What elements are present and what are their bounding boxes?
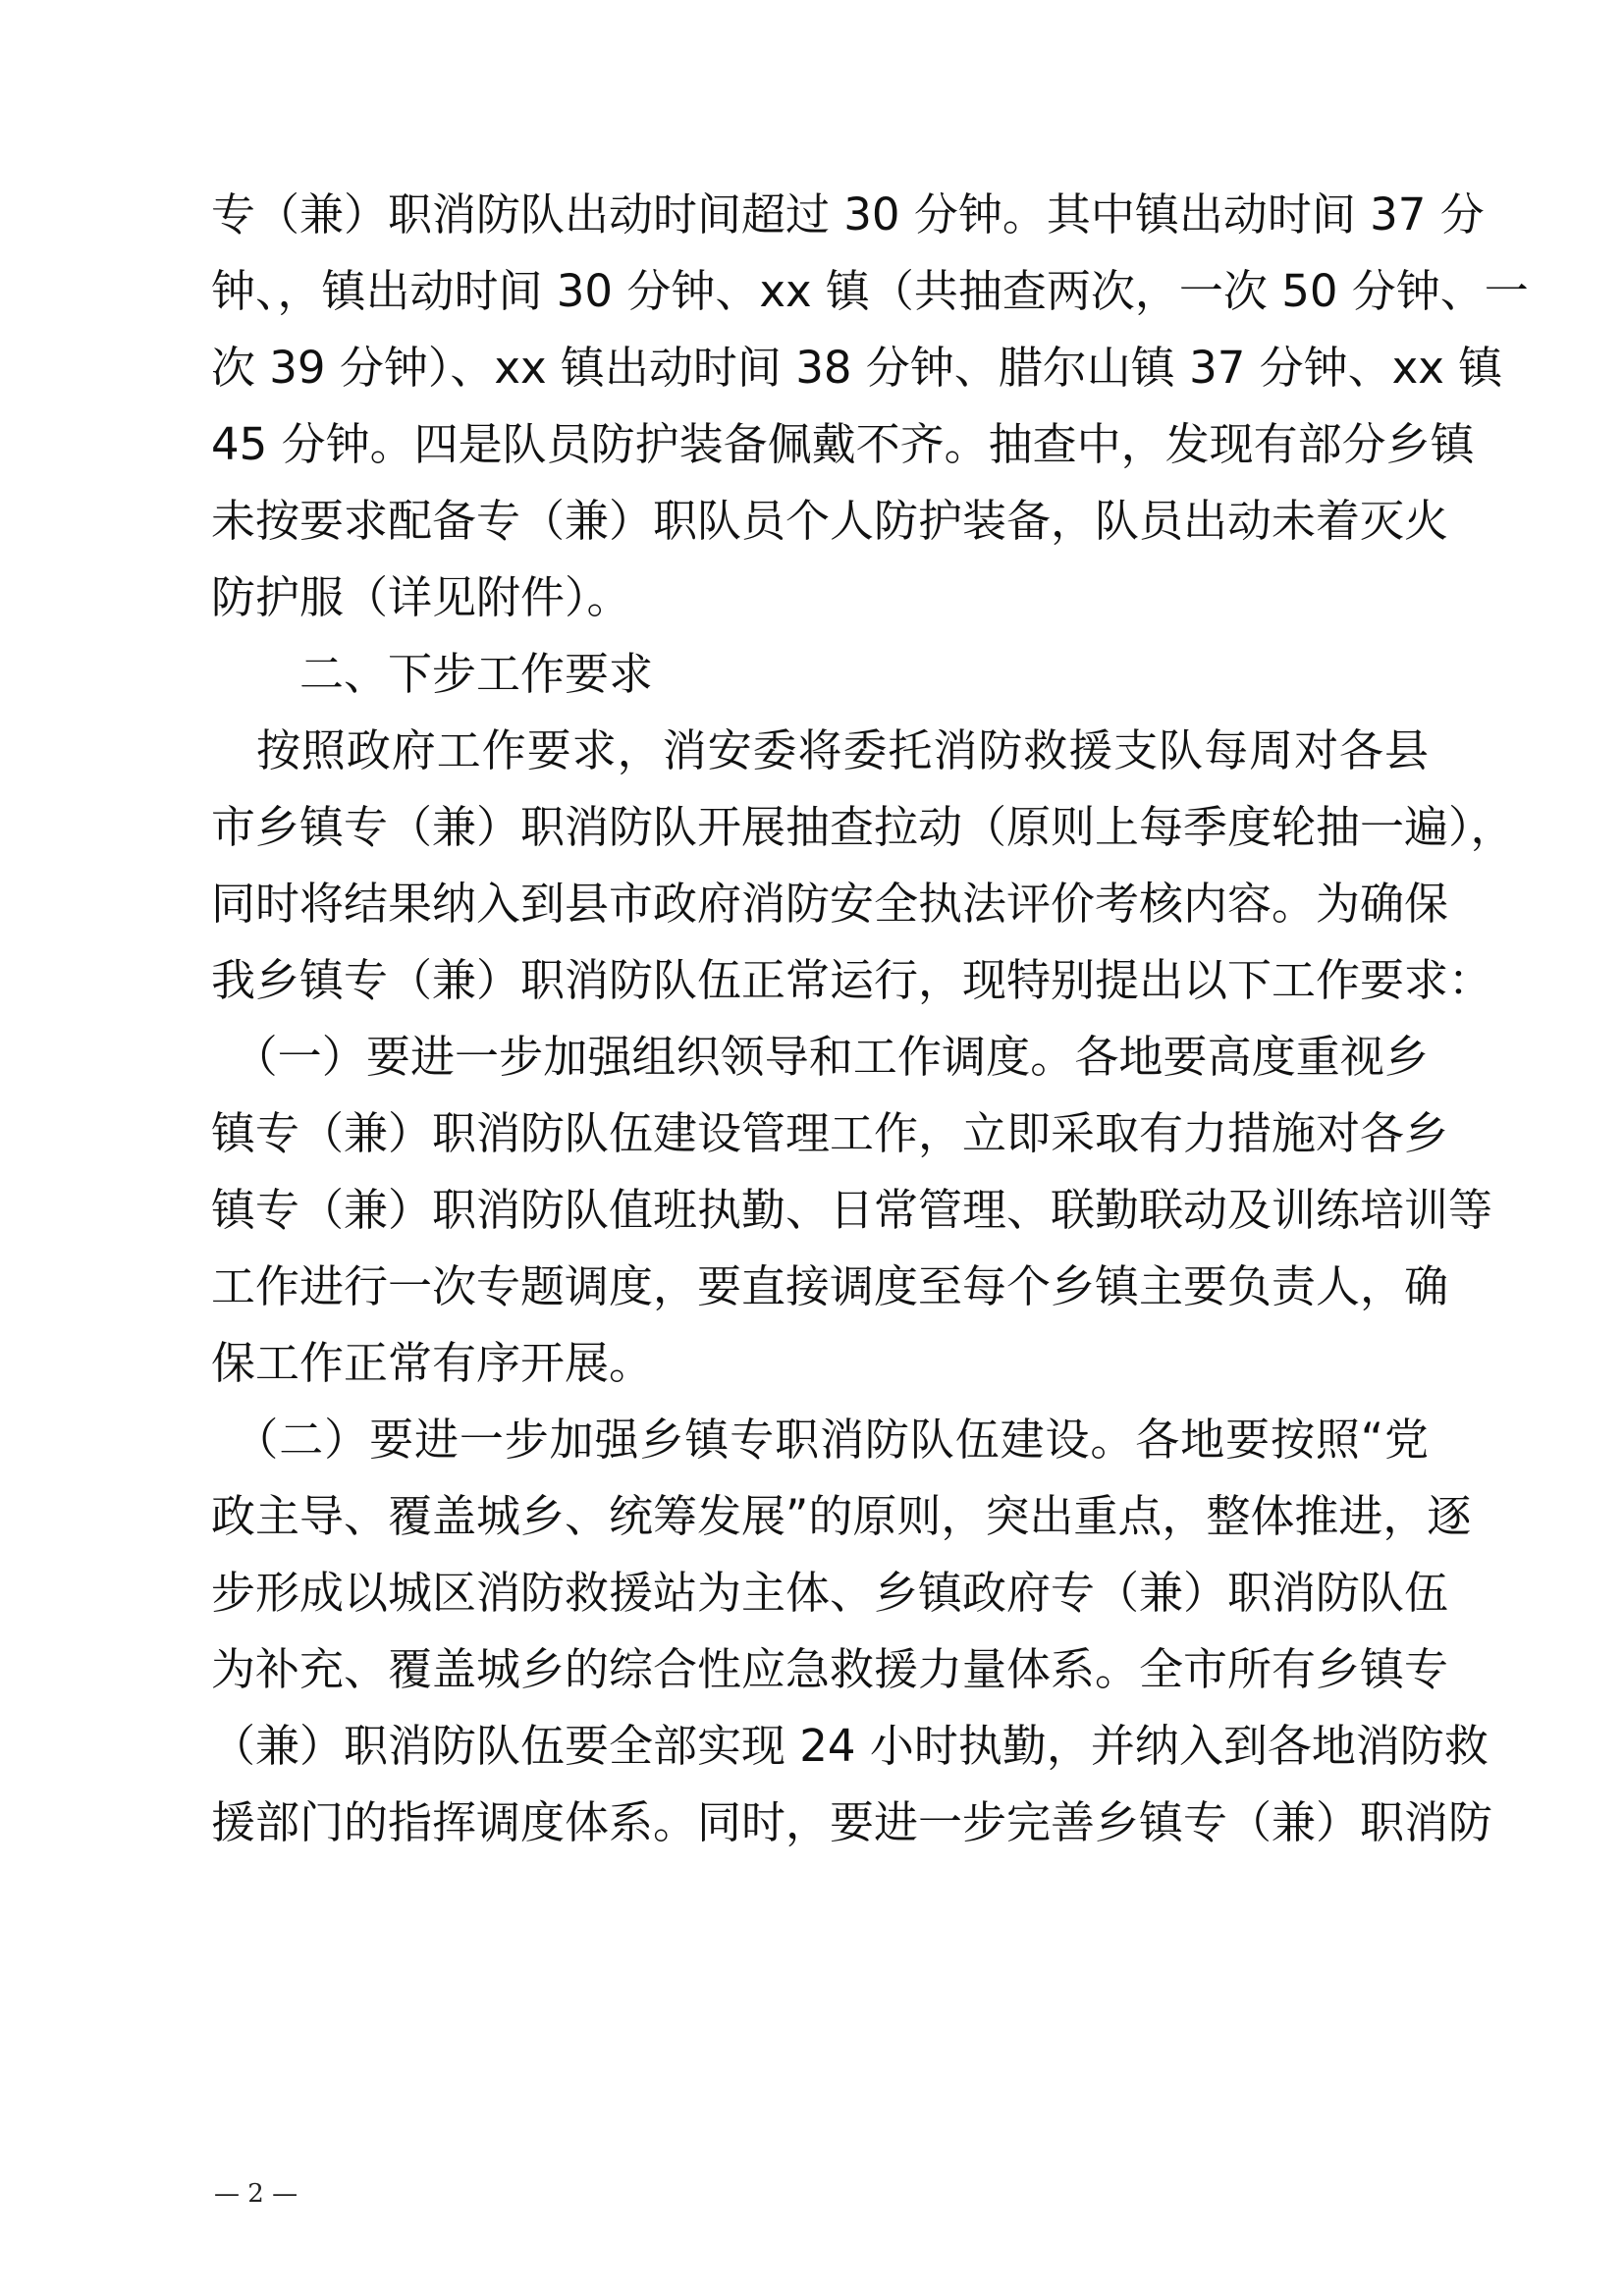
text-line: 我乡镇专（兼）职消防队伍正常运行，现特别提出以下工作要求：: [211, 954, 1493, 1006]
text-line: 同时将结果纳入到县市政府消防安全执法评价考核内容。为确保: [211, 878, 1449, 930]
text-line: 防护服（详见附件）。: [211, 571, 631, 623]
text-line: 镇专（兼）职消防队伍建设管理工作，立即采取有力措施对各乡: [211, 1107, 1449, 1159]
text-line: 步形成以城区消防救援站为主体、乡镇政府专（兼）职消防队伍: [211, 1567, 1449, 1619]
text-line: 保工作正常有序开展。: [211, 1337, 654, 1389]
text-line: 市乡镇专（兼）职消防队开展抽查拉动（原则上每季度轮抽一遍），: [211, 801, 1515, 853]
text-line: （兼）职消防队伍要全部实现 24 小时执勤，并纳入到各地消防救: [211, 1720, 1489, 1772]
text-line: 工作进行一次专题调度，要直接调度至每个乡镇主要负责人，确: [211, 1260, 1449, 1312]
text-line: 45 分钟。四是队员防护装备佩戴不齐。抽查中，发现有部分乡镇: [211, 418, 1475, 470]
section-heading: 二、下步工作要求: [299, 648, 654, 700]
text-line: 按照政府工作要求，消安委将委托消防救援支队每周对各县: [211, 724, 1429, 776]
text-line: 专（兼）职消防队出动时间超过 30 分钟。其中镇出动时间 37 分: [211, 188, 1485, 240]
text-line: 政主导、覆盖城乡、统筹发展”的原则，突出重点，整体推进，逐: [211, 1490, 1472, 1542]
text-line: 次 39 分钟）、xx 镇出动时间 38 分钟、腊尔山镇 37 分钟、xx 镇: [211, 342, 1503, 394]
body-text: [211, 177, 1529, 1861]
text-line: 镇专（兼）职消防队值班执勤、日常管理、联勤联动及训练培训等: [211, 1184, 1493, 1236]
text-line: （一）要进一步加强组织领导和工作调度。各地要高度重视乡: [211, 1031, 1429, 1083]
page-number: — 2 —: [214, 2179, 298, 2209]
text-line: 未按要求配备专（兼）职队员个人防护装备，队员出动未着灭火: [211, 495, 1449, 547]
text-line: （二）要进一步加强乡镇专职消防队伍建设。各地要按照“党: [211, 1414, 1429, 1466]
text-line: 为补充、覆盖城乡的综合性应急救援力量体系。全市所有乡镇专: [211, 1643, 1449, 1695]
text-line: 援部门的指挥调度体系。同时，要进一步完善乡镇专（兼）职消防: [211, 1796, 1493, 1848]
text-line: 钟、，镇出动时间 30 分钟、xx 镇（共抽查两次，一次 50 分钟、一: [211, 265, 1529, 317]
